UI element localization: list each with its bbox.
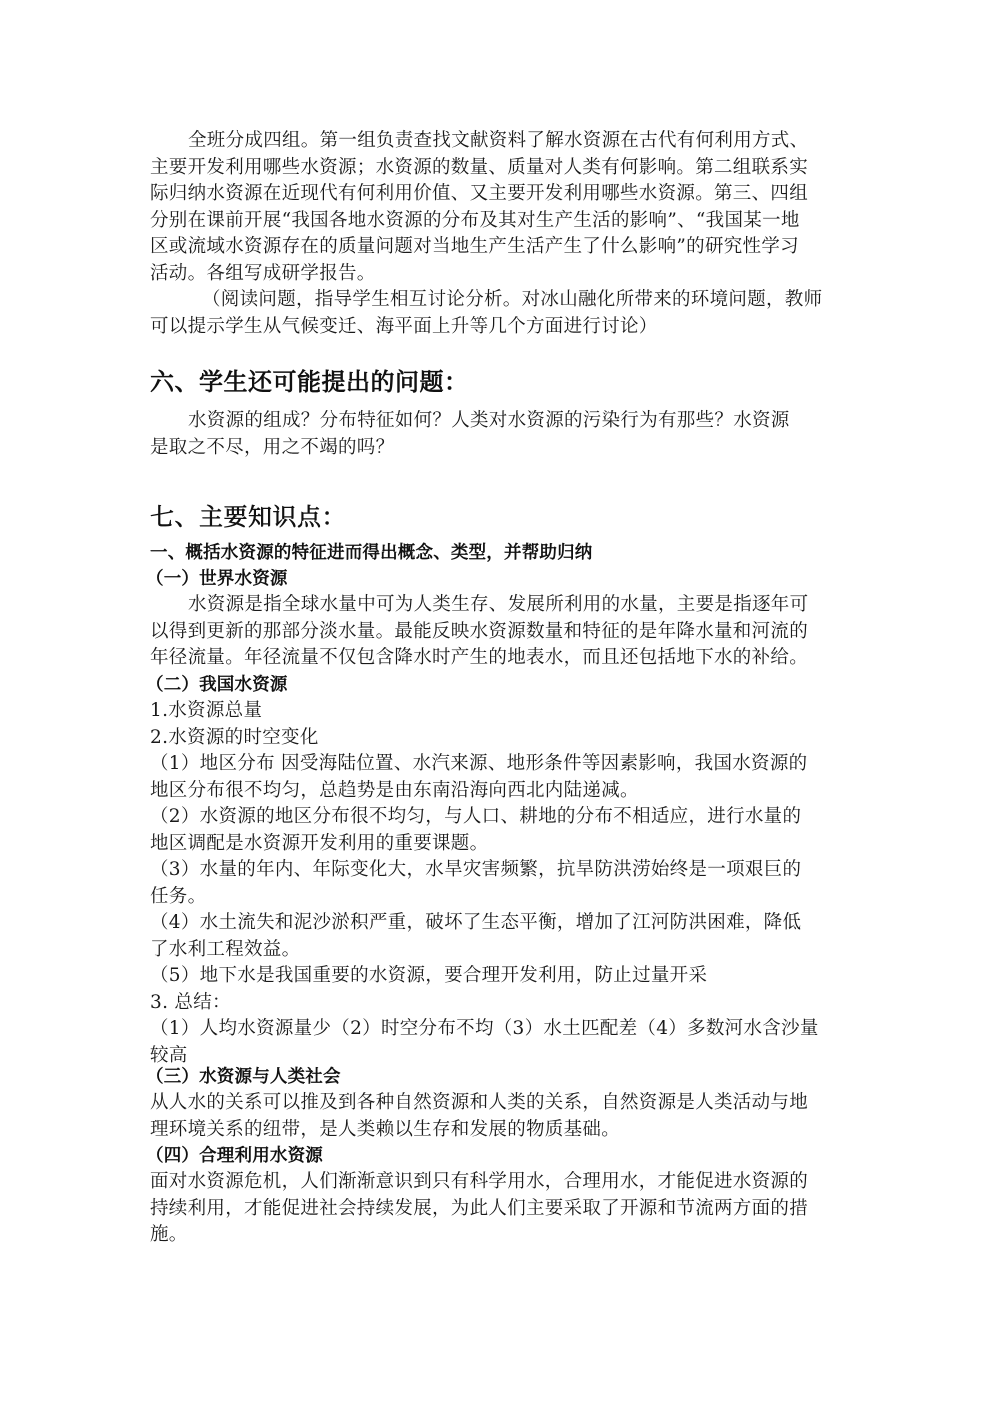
- text-line: （1）地区分布 因受海陆位置、水汽来源、地形条件等因素影响，我国水资源的: [150, 753, 808, 774]
- text-line: 较高: [150, 1044, 188, 1066]
- text-line: （3）水量的年内、年际变化大，水旱灾害频繁，抗旱防洪涝始终是一项艰巨的: [150, 859, 802, 880]
- text-line: 以得到更新的那部分淡水量。最能反映水资源数量和特征的是年降水量和河流的: [150, 620, 809, 642]
- text-line: 了水利工程效益。: [150, 938, 301, 960]
- text-line: 可以提示学生从气候变迁、海平面上升等几个方面进行讨论）: [150, 315, 658, 337]
- text-line: 年径流量。年径流量不仅包含降水时产生的地表水，而且还包括地下水的补给。: [150, 647, 809, 668]
- text-line: 是取之不尽，用之不竭的吗？: [150, 436, 395, 458]
- section-heading: 六、学生还可能提出的问题：: [150, 368, 469, 396]
- text-line: 理环境关系的纽带，是人类赖以生存和发展的物质基础。: [150, 1118, 621, 1140]
- part-2: [146, 672, 855, 1069]
- text-line: 持续利用，才能促进社会持续发展，为此人们主要采取了开源和节流两方面的措: [150, 1197, 809, 1219]
- section-heading: 七、主要知识点：: [150, 503, 346, 531]
- teacher-note: [150, 287, 855, 340]
- text-line: （4）水土流失和泥沙淤积严重，破坏了生态平衡，增加了江河防洪困难，降低: [150, 912, 802, 933]
- text-line: 地区调配是水资源开发利用的重要课题。: [150, 832, 489, 854]
- text-line: 从人水的关系可以推及到各种自然资源和人类的关系，自然资源是人类活动与地: [150, 1092, 809, 1113]
- section-6-body: [150, 408, 855, 461]
- part-title: （一）世界水资源: [146, 569, 288, 589]
- section-6: [150, 366, 855, 398]
- text-line: 3. 总结：: [150, 991, 231, 1013]
- text-line: 水资源的组成？分布特征如何？人类对水资源的污染行为有那些？水资源: [188, 410, 790, 431]
- part-4: [146, 1143, 855, 1249]
- text-line: 2.水资源的时空变化: [150, 726, 319, 748]
- section-7: [150, 501, 855, 533]
- part-title: （三）水资源与人类社会: [146, 1067, 341, 1087]
- text-line: 地区分布很不均匀，总趋势是由东南沿海向西北内陆递减。: [150, 779, 639, 801]
- intro-paragraph: [150, 128, 855, 287]
- text-line: （2）水资源的地区分布很不均匀，与人口、耕地的分布不相适应，进行水量的: [150, 806, 802, 827]
- part-title: （二）我国水资源: [146, 675, 288, 695]
- text-line: （1）人均水资源量少（2）时空分布不均（3）水土匹配差（4）多数河水含沙量: [150, 1018, 819, 1039]
- section-7-subheading: [150, 540, 855, 566]
- text-line: （5）地下水是我国重要的水资源，要合理开发利用，防止过量开采: [150, 965, 708, 986]
- text-line: 区或流域水资源存在的质量问题对当地生产生活产生了什么影响”的研究性学习: [150, 236, 799, 257]
- subheading: 一、概括水资源的特征进而得出概念、类型，并帮助归纳: [150, 543, 593, 563]
- text-line: 全班分成四组。第一组负责查找文献资料了解水资源在古代有何利用方式、: [188, 130, 809, 151]
- part-title: （四）合理利用水资源: [146, 1146, 323, 1166]
- text-line: 施。: [150, 1224, 188, 1245]
- text-line: 分别在课前开展“我国各地水资源的分布及其对生产生活的影响”、“我国某一地: [150, 209, 800, 231]
- text-line: 面对水资源危机，人们渐渐意识到只有科学用水，合理用水，才能促进水资源的: [150, 1171, 809, 1192]
- text-line: 活动。各组写成研学报告。: [150, 262, 376, 284]
- text-line: 水资源是指全球水量中可为人类生存、发展所利用的水量，主要是指逐年可: [188, 594, 809, 615]
- text-line: 任务。: [150, 885, 207, 907]
- text-line: 际归纳水资源在近现代有何利用价值、又主要开发利用哪些水资源。第三、四组: [150, 183, 809, 204]
- part-1: [146, 566, 855, 672]
- part-3: [146, 1064, 855, 1143]
- text-line: 主要开发利用哪些水资源；水资源的数量、质量对人类有何影响。第二组联系实: [150, 156, 809, 178]
- text-line: 1.水资源总量: [150, 700, 263, 721]
- text-line: （阅读问题，指导学生相互讨论分析。对冰山融化所带来的环境问题，教师: [202, 289, 823, 310]
